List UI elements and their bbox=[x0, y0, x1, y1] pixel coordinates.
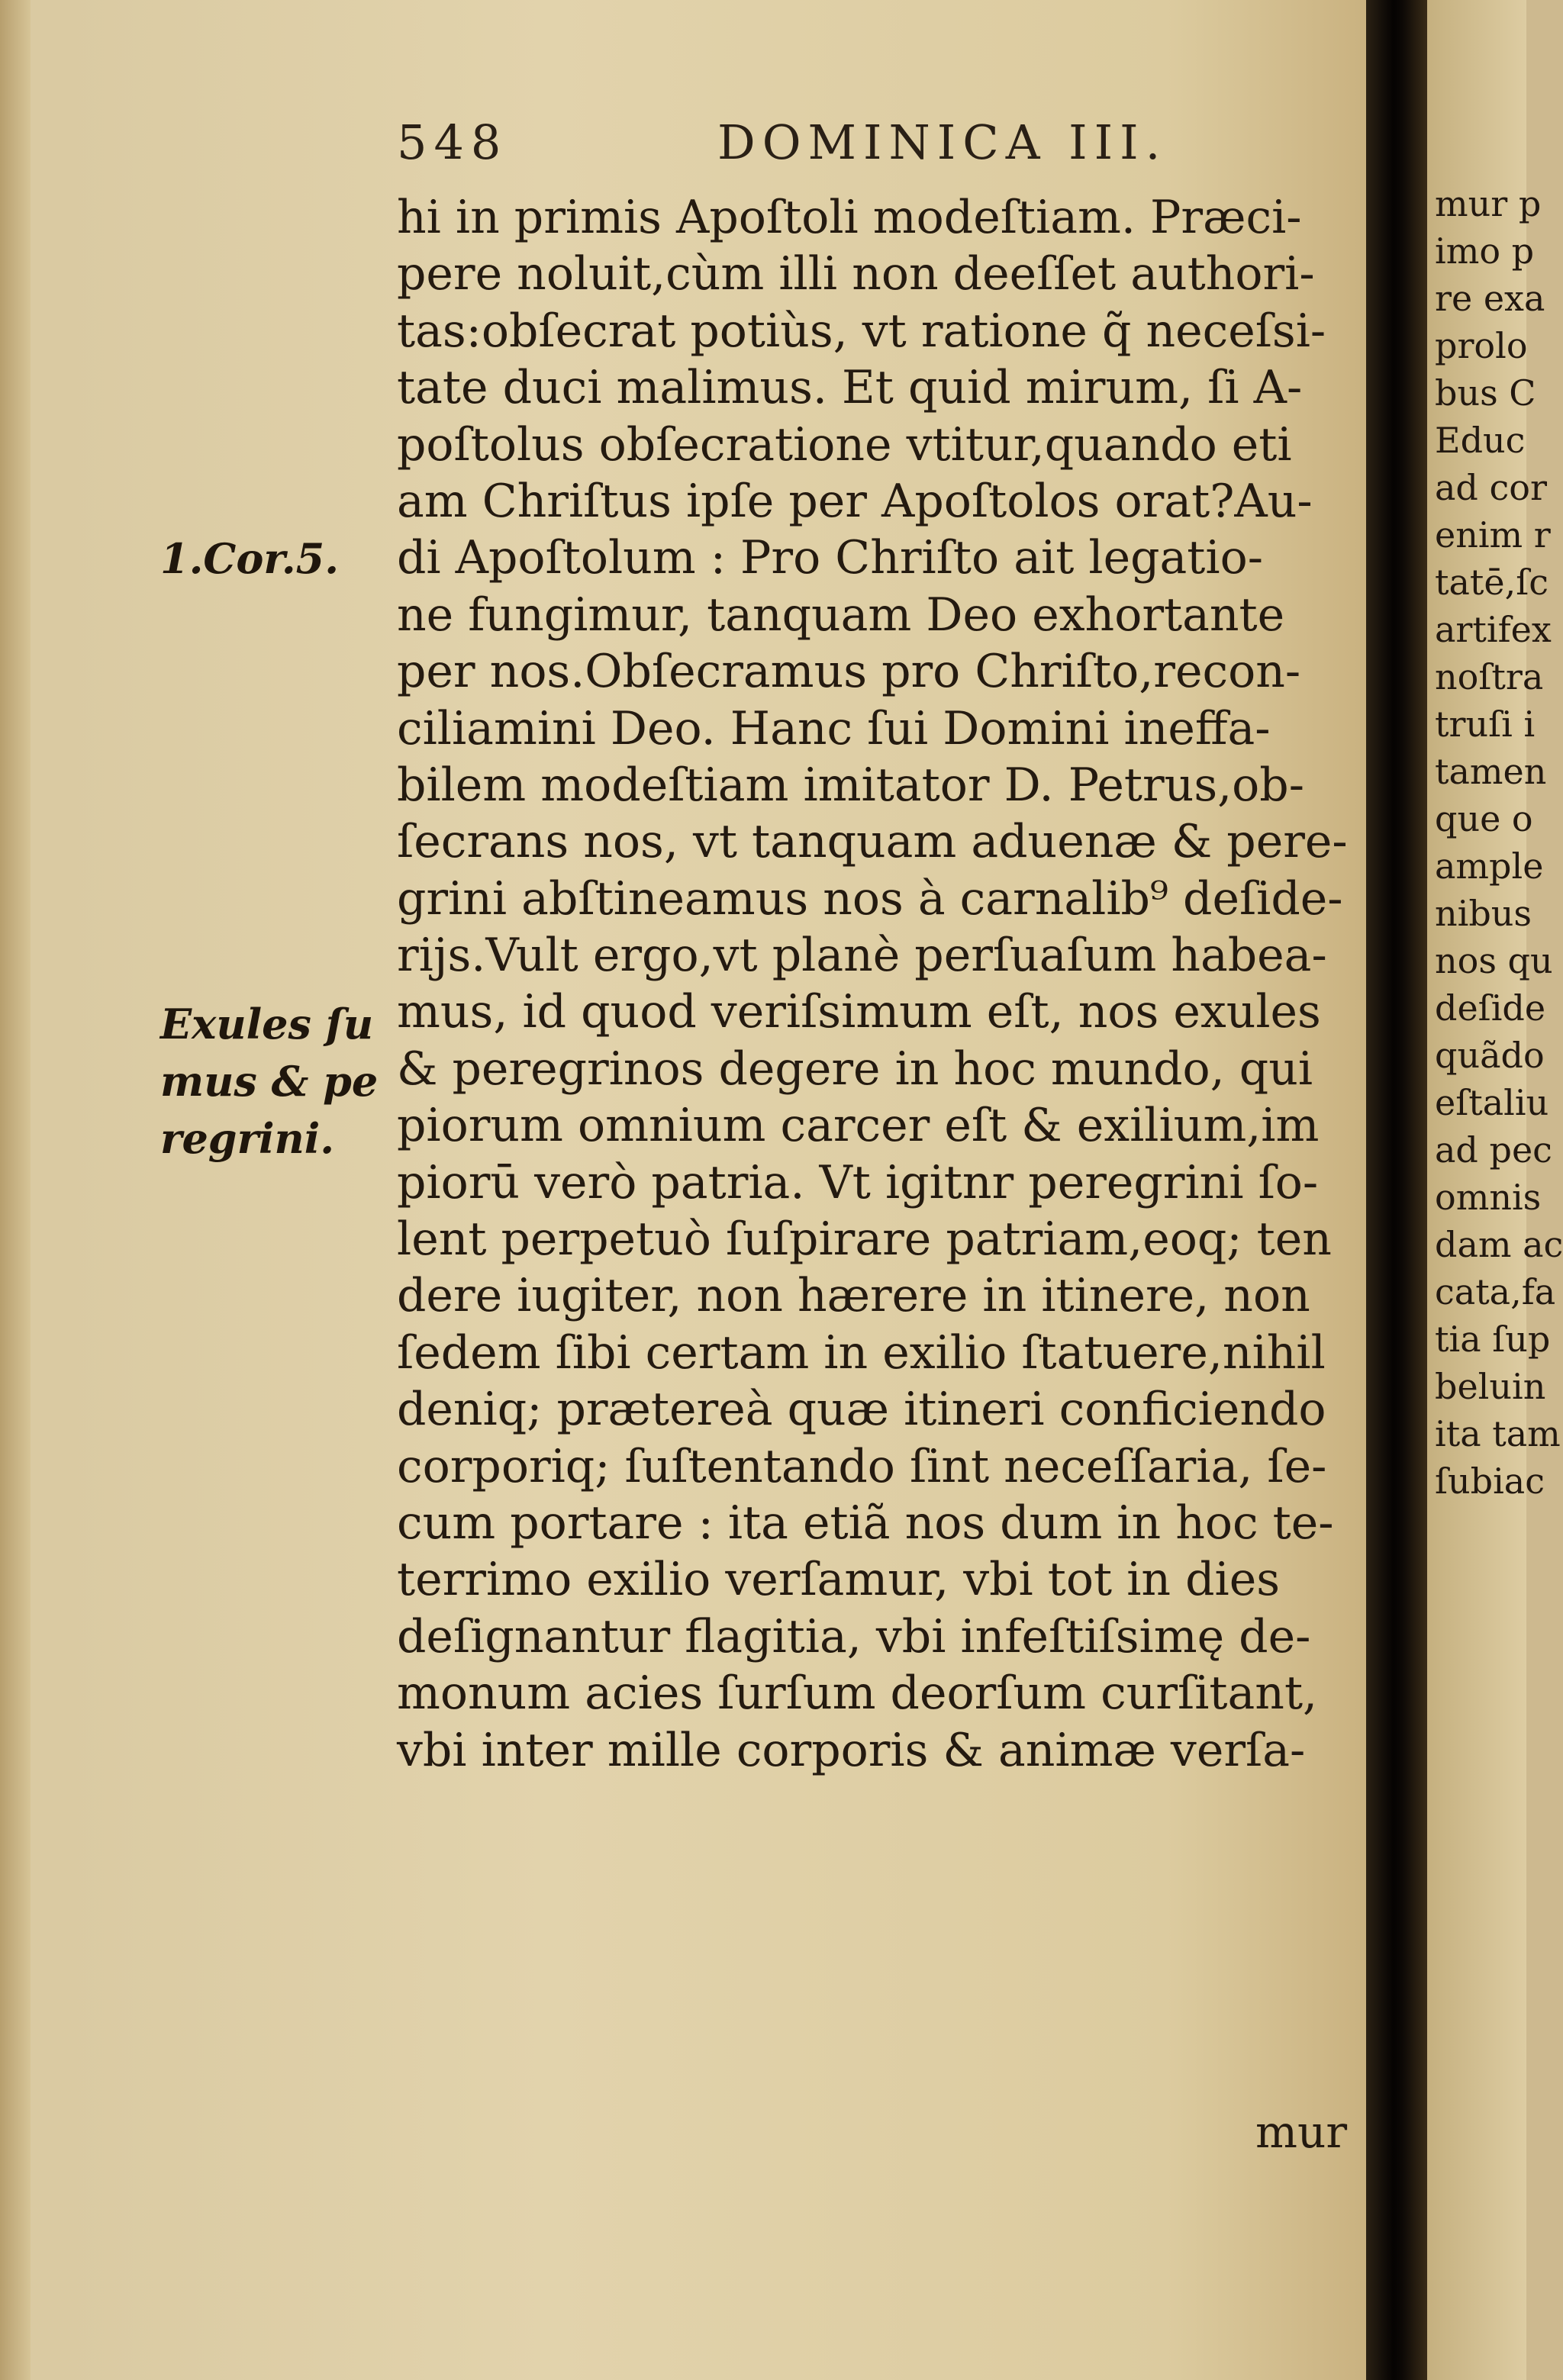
text-line: deniq; prætereà quæ itineri conficiendo bbox=[397, 1383, 1326, 1437]
facing-page-line: ſubiac bbox=[1435, 1461, 1545, 1502]
facing-page-line: omnis bbox=[1435, 1177, 1542, 1218]
text-line: hi in primis Apoſtoli modeſtiam. Præci- bbox=[397, 191, 1302, 244]
facing-page-line: ample bbox=[1435, 845, 1544, 887]
facing-page-line: nos qu bbox=[1435, 940, 1553, 981]
text-line: ciliamini Deo. Hanc ſui Domini ineffa- bbox=[397, 701, 1271, 755]
facing-page-line: eſtaliu bbox=[1435, 1082, 1549, 1123]
page-header bbox=[397, 114, 1236, 183]
facing-page-line: beluin bbox=[1435, 1366, 1546, 1407]
facing-page-line: quãdo bbox=[1435, 1035, 1545, 1076]
text-line: monum acies ſurſum deorſum curſitant, bbox=[397, 1667, 1318, 1721]
marginal-note-cor-reference: 1.Cor.5. bbox=[160, 534, 340, 583]
facing-page-line: que o bbox=[1435, 798, 1533, 839]
facing-page-line: nibus bbox=[1435, 893, 1532, 934]
text-line: lent perpetuò ſuſpirare patriam,eoq; ten bbox=[397, 1213, 1332, 1267]
facing-page-line: bus C bbox=[1435, 372, 1536, 414]
page-number: 548 bbox=[397, 114, 508, 170]
text-line: piorum omnium carcer eſt & exilium,im bbox=[397, 1099, 1320, 1153]
text-line: poſtolus obſecratione vtitur,quando eti bbox=[397, 417, 1292, 472]
facing-page-line: ad cor bbox=[1435, 467, 1547, 508]
text-line: tas:obſecrat potiùs, vt ratione q̃ neceſsi- bbox=[397, 304, 1326, 358]
page-edge bbox=[0, 0, 31, 2380]
text-line: piorū verò patria. Vt igitnr peregrini ſo- bbox=[397, 1155, 1319, 1209]
facing-page-line: artifex bbox=[1435, 609, 1552, 650]
text-line: terrimo exilio verſamur, vbi tot in dies bbox=[397, 1553, 1280, 1607]
facing-page-line: enim r bbox=[1435, 514, 1551, 556]
facing-page-line: tamen bbox=[1435, 751, 1547, 792]
facing-page-line: cata,fa bbox=[1435, 1271, 1556, 1312]
facing-page-fragment bbox=[1427, 0, 1563, 2380]
facing-page-line: mur p bbox=[1435, 183, 1542, 224]
book-gutter bbox=[1366, 0, 1427, 2380]
text-line: ſedem ſibi certam in exilio ſtatuere,nihil bbox=[397, 1325, 1326, 1380]
text-line: grini abſtineamus nos à carnalib⁹ deſide- bbox=[397, 871, 1343, 926]
text-line: corporiq; ſuſtentando ſint neceſſaria, ſe- bbox=[397, 1439, 1327, 1493]
text-line: rijs.Vult ergo,vt planè perſuaſum habea- bbox=[397, 929, 1327, 983]
facing-page-line: prolo bbox=[1435, 325, 1528, 366]
facing-page-line: dam ac bbox=[1435, 1224, 1563, 1265]
text-line: cum portare : ita etiã nos dum in hoc te- bbox=[397, 1496, 1334, 1550]
text-line: bilem modeſtiam imitator D. Petrus,ob- bbox=[397, 758, 1304, 812]
facing-page-line: tatē,ſc bbox=[1435, 562, 1549, 603]
marginal-note-line: mus & pe bbox=[160, 1057, 379, 1106]
text-line: deſignantur flagitia, vbi infeſtiſsimę de- bbox=[397, 1609, 1311, 1663]
running-head: DOMINICA III. bbox=[717, 114, 1168, 170]
body-text bbox=[397, 189, 1366, 1779]
text-line: mus, id quod veriſsimum eſt, nos exules bbox=[397, 985, 1321, 1039]
facing-page-line: imo p bbox=[1435, 230, 1535, 272]
facing-page-line: noſtra bbox=[1435, 656, 1544, 697]
facing-page-line: deſide bbox=[1435, 987, 1546, 1029]
marginal-note-exules bbox=[160, 996, 378, 1167]
facing-page-line: ita tam bbox=[1435, 1413, 1561, 1454]
text-line: per nos.Obſecramus pro Chriſto,recon- bbox=[397, 645, 1301, 699]
marginal-note-line: Exules ſu bbox=[160, 1000, 374, 1048]
text-line: dere iugiter, non hærere in itinere, non bbox=[397, 1269, 1310, 1323]
text-line: am Chriſtus ipſe per Apoſtolos orat?Au- bbox=[397, 474, 1313, 528]
text-line: tate duci malimus. Et quid mirum, ſi A- bbox=[397, 361, 1303, 415]
text-line: pere noluit,cùm illi non deeſſet authori- bbox=[397, 247, 1315, 301]
text-line: di Apoſtolum : Pro Chriſto ait legatio- bbox=[397, 531, 1263, 585]
facing-page-line: re exa bbox=[1435, 278, 1545, 319]
text-line: ſecrans nos, vt tanquam aduenæ & pere- bbox=[397, 815, 1348, 869]
text-line: ne fungimur, tanquam Deo exhortante bbox=[397, 588, 1285, 642]
text-line: vbi inter mille corporis & animæ verſa- bbox=[397, 1723, 1306, 1777]
catchword: mur bbox=[1255, 2106, 1348, 2158]
marginal-note-line: regrini. bbox=[160, 1114, 335, 1163]
facing-page-line: tia ſup bbox=[1435, 1319, 1551, 1360]
facing-page-line: truſi i bbox=[1435, 704, 1536, 745]
text-line: & peregrinos degere in hoc mundo, qui bbox=[397, 1042, 1313, 1096]
facing-page-line: ad pec bbox=[1435, 1129, 1552, 1171]
facing-page-line: Educ bbox=[1435, 420, 1526, 461]
